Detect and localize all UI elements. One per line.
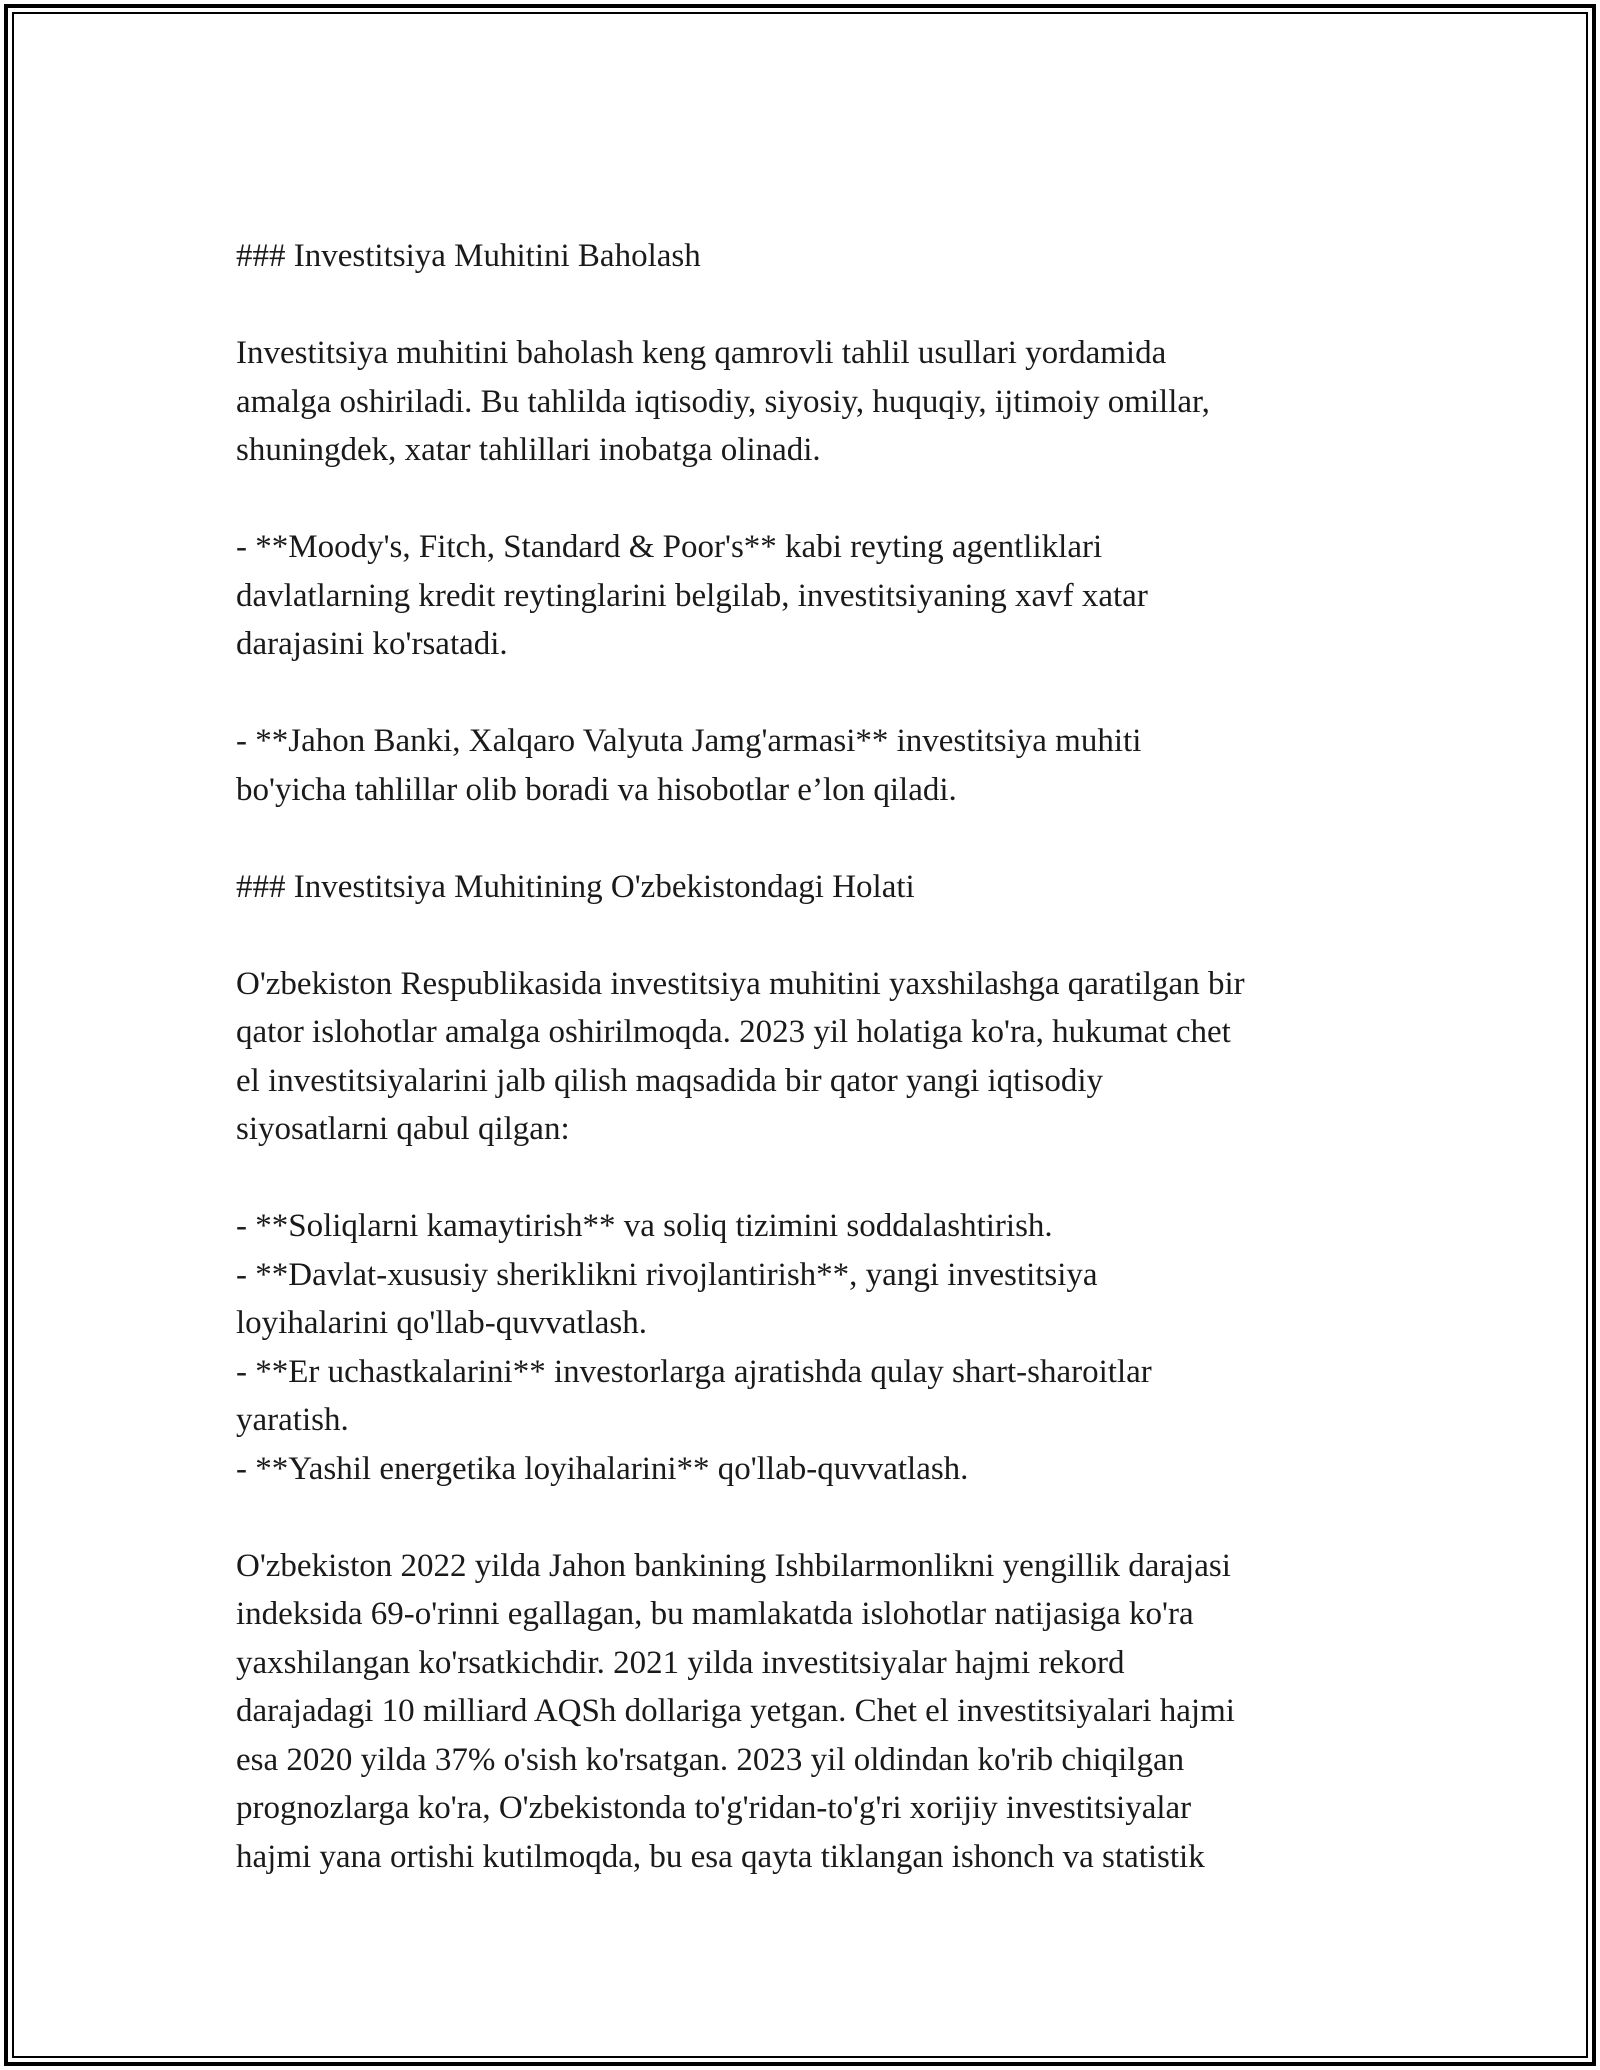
bullet-item xyxy=(236,717,1376,814)
text-line: el investitsiyalarini jalb qilish maqsadida bir qator yangi iqtisodiy xyxy=(236,1062,1104,1099)
text-line: davlatlarning kredit reytinglarini belgilab, investitsiyaning xavf xatar xyxy=(236,577,1148,614)
text-line: O'zbekiston Respublikasida investitsiya muhitini yaxshilashga qaratilgan bir xyxy=(236,965,1245,1002)
text-line: - **Soliqlarni kamaytirish** va soliq tizimini soddalashtirish. xyxy=(236,1208,1053,1244)
text-line: darajadagi 10 milliard AQSh dollariga yetgan. Chet el investitsiyalari hajmi xyxy=(236,1693,1235,1729)
text-line: hajmi yana ortishi kutilmoqda, bu esa qayta tiklangan ishonch va statistik xyxy=(236,1838,1205,1875)
section-heading: ### Investitsiya Muhitini Baholash xyxy=(236,238,701,274)
section-heading: ### Investitsiya Muhitining O'zbekistondagi Holati xyxy=(236,868,915,905)
text-line: darajasini ko'rsatadi. xyxy=(236,626,508,662)
text-line: - **Yashil energetika loyihalarini** qo'llab-quvvatlash. xyxy=(236,1450,969,1487)
paragraph xyxy=(236,329,1376,475)
text-line: yaxshilangan ko'rsatkichdir. 2021 yilda investitsiyalar hajmi rekord xyxy=(236,1644,1125,1681)
text-line: - **Davlat-xususiy sheriklikni rivojlantirish**, yangi investitsiya xyxy=(236,1256,1098,1293)
paragraph-gap xyxy=(236,814,1376,863)
text-line: yaratish. xyxy=(236,1402,349,1438)
paragraph xyxy=(236,960,1376,1154)
text-line: O'zbekiston 2022 yilda Jahon bankining Ishbilarmonlikni yengillik darajasi xyxy=(236,1547,1231,1584)
paragraph-gap xyxy=(236,1154,1376,1203)
text-line: shuningdek, xatar tahlillari inobatga olinadi. xyxy=(236,432,821,468)
paragraph-gap xyxy=(236,281,1376,330)
text-line: esa 2020 yilda 37% o'sish ko'rsatgan. 2023 yil oldindan ko'rib chiqilgan xyxy=(236,1741,1185,1778)
text-line: - **Er uchastkalarini** investorlarga ajratishda qulay shart-sharoitlar xyxy=(236,1353,1152,1390)
text-line: amalga oshiriladi. Bu tahlilda iqtisodiy, siyosiy, huquqiy, ijtimoiy omillar, xyxy=(236,383,1210,420)
text-line: Investitsiya muhitini baholash keng qamrovli tahlil usullari yordamida xyxy=(236,335,1167,371)
text-line: bo'yicha tahlillar olib boradi va hisobotlar e’lon qiladi. xyxy=(236,771,957,808)
bullet-list xyxy=(236,1202,1376,1493)
text-line: prognozlarga ko'ra, O'zbekistonda to'g'ridan-to'g'ri xorijiy investitsiyalar xyxy=(236,1790,1192,1826)
paragraph xyxy=(236,1542,1376,1882)
bullet-item xyxy=(236,523,1376,669)
paragraph-gap xyxy=(236,475,1376,524)
text-line: - **Jahon Banki, Xalqaro Valyuta Jamg'armasi** investitsiya muhiti xyxy=(236,723,1142,759)
text-line: loyihalarini qo'llab-quvvatlash. xyxy=(236,1305,648,1341)
text-line: indeksida 69-o'rinni egallagan, bu mamlakatda islohotlar natijasiga ko'ra xyxy=(236,1596,1194,1632)
paragraph-gap xyxy=(236,1493,1376,1542)
document-body xyxy=(236,232,1376,1881)
text-line: - **Moody's, Fitch, Standard & Poor's** kabi reyting agentliklari xyxy=(236,529,1103,565)
paragraph-gap xyxy=(236,669,1376,718)
paragraph-gap xyxy=(236,911,1376,960)
text-line: siyosatlarni qabul qilgan: xyxy=(236,1111,570,1147)
text-line: qator islohotlar amalga oshirilmoqda. 2023 yil holatiga ko'ra, hukumat chet xyxy=(236,1014,1231,1050)
